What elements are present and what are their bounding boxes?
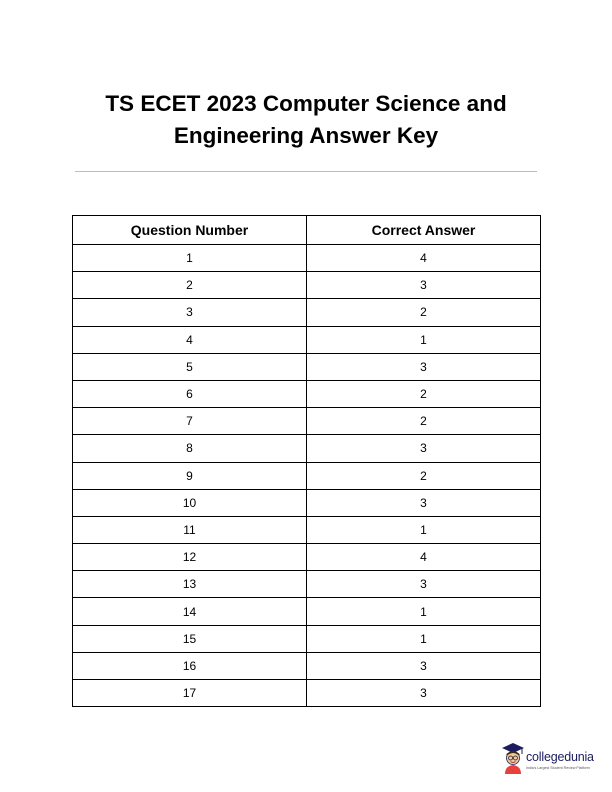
correct-answer-cell: 1 bbox=[307, 516, 541, 543]
table-row bbox=[73, 408, 541, 435]
table-row bbox=[73, 516, 541, 543]
table-row bbox=[73, 245, 541, 272]
correct-answer-cell: 4 bbox=[307, 245, 541, 272]
correct-answer-cell: 1 bbox=[307, 326, 541, 353]
question-number-cell: 6 bbox=[73, 380, 307, 407]
correct-answer-cell: 3 bbox=[307, 489, 541, 516]
table-header-row bbox=[73, 216, 541, 245]
question-number-cell: 11 bbox=[73, 516, 307, 543]
table-row bbox=[73, 272, 541, 299]
table-row bbox=[73, 462, 541, 489]
question-number-cell: 13 bbox=[73, 571, 307, 598]
correct-answer-cell: 3 bbox=[307, 272, 541, 299]
table-row bbox=[73, 299, 541, 326]
question-number-cell: 14 bbox=[73, 598, 307, 625]
correct-answer-cell: 3 bbox=[307, 680, 541, 707]
correct-answer-cell: 3 bbox=[307, 353, 541, 380]
question-number-cell: 15 bbox=[73, 625, 307, 652]
question-number-cell: 2 bbox=[73, 272, 307, 299]
header-question-number: Question Number bbox=[73, 216, 307, 245]
table-row bbox=[73, 598, 541, 625]
page-title bbox=[0, 88, 612, 152]
table-row bbox=[73, 326, 541, 353]
correct-answer-cell: 1 bbox=[307, 625, 541, 652]
divider bbox=[75, 171, 537, 172]
table-row bbox=[73, 380, 541, 407]
student-mascot-icon bbox=[501, 742, 525, 774]
correct-answer-cell: 3 bbox=[307, 571, 541, 598]
header-correct-answer: Correct Answer bbox=[307, 216, 541, 245]
question-number-cell: 3 bbox=[73, 299, 307, 326]
table-row bbox=[73, 544, 541, 571]
table-row bbox=[73, 625, 541, 652]
question-number-cell: 9 bbox=[73, 462, 307, 489]
answer-key-table bbox=[72, 215, 541, 707]
question-number-cell: 12 bbox=[73, 544, 307, 571]
table-row bbox=[73, 435, 541, 462]
question-number-cell: 17 bbox=[73, 680, 307, 707]
question-number-cell: 8 bbox=[73, 435, 307, 462]
logo-tagline: India's Largest Student Review Platform bbox=[526, 766, 590, 770]
question-number-cell: 16 bbox=[73, 652, 307, 679]
question-number-cell: 4 bbox=[73, 326, 307, 353]
correct-answer-cell: 1 bbox=[307, 598, 541, 625]
correct-answer-cell: 2 bbox=[307, 462, 541, 489]
question-number-cell: 10 bbox=[73, 489, 307, 516]
table-row bbox=[73, 353, 541, 380]
correct-answer-cell: 3 bbox=[307, 652, 541, 679]
logo-name: collegedunia bbox=[526, 750, 594, 764]
page-title-line-2: Engineering Answer Key bbox=[173, 123, 439, 148]
table-row bbox=[73, 571, 541, 598]
correct-answer-cell: 2 bbox=[307, 299, 541, 326]
question-number-cell: 7 bbox=[73, 408, 307, 435]
question-number-cell: 1 bbox=[73, 245, 307, 272]
table-row bbox=[73, 489, 541, 516]
question-number-cell: 5 bbox=[73, 353, 307, 380]
page-title-line-1: TS ECET 2023 Computer Science and bbox=[105, 91, 507, 116]
table-row bbox=[73, 652, 541, 679]
correct-answer-cell: 4 bbox=[307, 544, 541, 571]
collegedunia-logo bbox=[501, 742, 611, 776]
correct-answer-cell: 3 bbox=[307, 435, 541, 462]
correct-answer-cell: 2 bbox=[307, 408, 541, 435]
table-row bbox=[73, 680, 541, 707]
correct-answer-cell: 2 bbox=[307, 380, 541, 407]
